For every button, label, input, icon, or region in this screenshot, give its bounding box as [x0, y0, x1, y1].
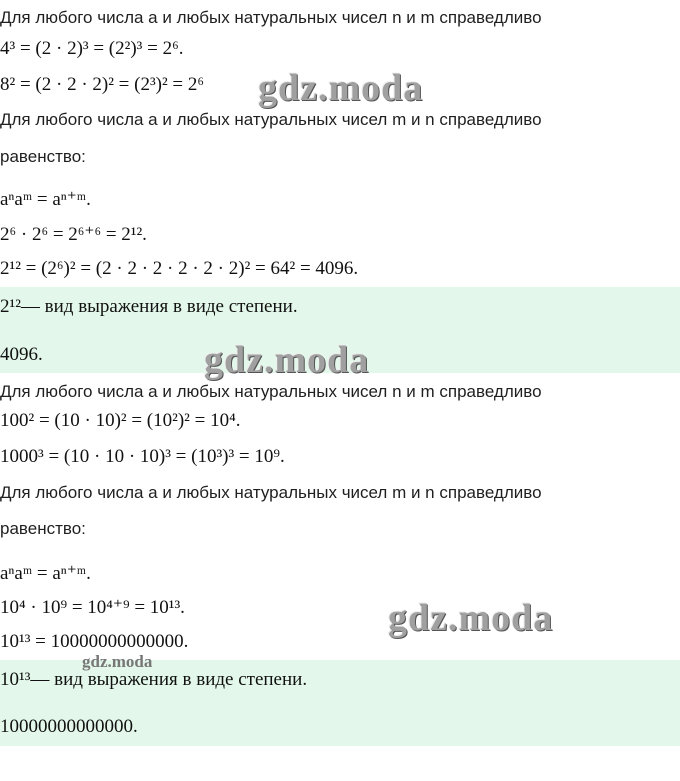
formula: aⁿaᵐ = aⁿ⁺ᵐ. [0, 189, 91, 210]
formula: aⁿaᵐ = aⁿ⁺ᵐ. [0, 563, 91, 584]
rule-text: Для любого числа a и любых натуральных чисел m и n справедливо [0, 110, 542, 129]
watermark: gdz.moda [82, 652, 153, 671]
equality-label: равенство: [0, 519, 86, 538]
equation: 10⁴ · 10⁹ = 10⁴⁺⁹ = 10¹³. [0, 597, 185, 618]
equation: 1000³ = (10 · 10 · 10)³ = (10³)³ = 10⁹. [0, 446, 285, 467]
answer-value: 4096. [0, 344, 43, 365]
watermark: gdz.moda [388, 597, 554, 639]
answer-form: 10¹³— вид выражения в виде степени. [0, 669, 308, 690]
equation: 2⁶ · 2⁶ = 2⁶⁺⁶ = 2¹². [0, 224, 147, 245]
answer-value: 10000000000000. [0, 716, 138, 737]
rule-text: Для любого числа a и любых натуральных чисел n и m справедливо [0, 382, 542, 401]
equation: 2¹² = (2⁶)² = (2 · 2 · 2 · 2 · 2 · 2)² = 64² = 4096. [0, 258, 359, 279]
rule-text: Для любого числа a и любых натуральных чисел n и m справедливо [0, 8, 542, 27]
equation: 4³ = (2 · 2)³ = (2²)³ = 2⁶. [0, 38, 184, 59]
watermark: gdz.moda [204, 339, 370, 381]
equation: 100² = (10 · 10)² = (10²)² = 10⁴. [0, 410, 241, 431]
watermark: gdz.moda [258, 67, 424, 109]
answer-form: 2¹²— вид выражения в виде степени. [0, 296, 298, 317]
equation: 8² = (2 · 2 · 2)² = (2³)² = 2⁶ [0, 74, 205, 95]
rule-text: Для любого числа a и любых натуральных чисел m и n справедливо [0, 483, 542, 502]
equation: 10¹³ = 10000000000000. [0, 631, 189, 652]
equality-label: равенство: [0, 147, 86, 166]
